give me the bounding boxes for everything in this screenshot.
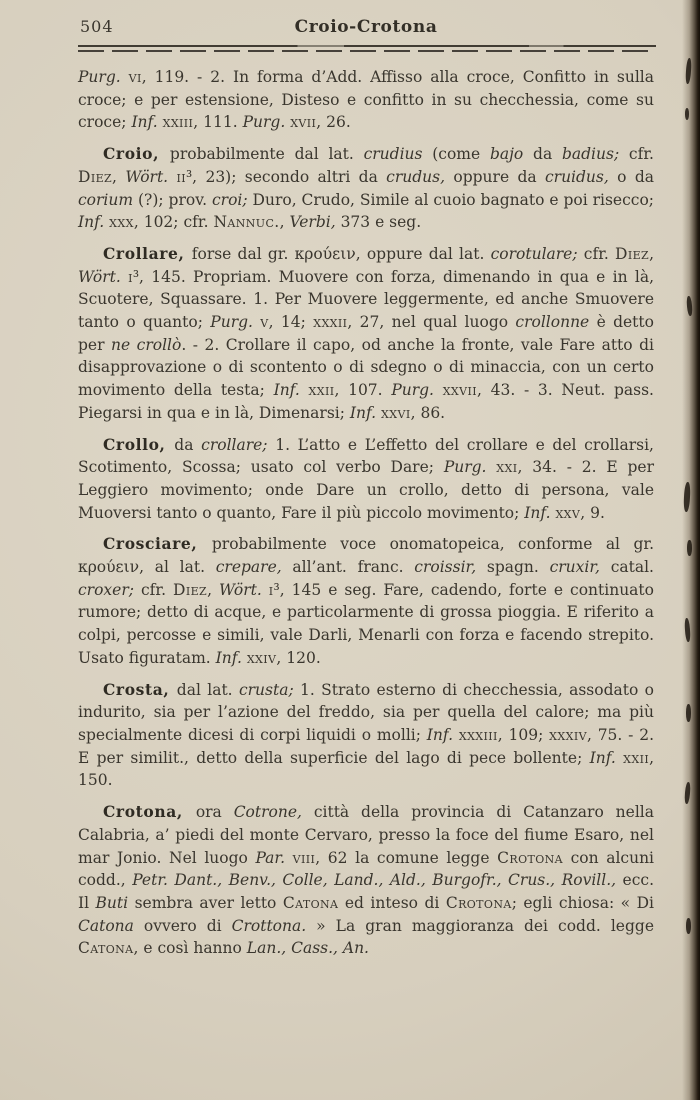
- entry-crosta: Crosta, dal lat. crusta; 1. Strato esterno di checchessia, assodato o indurito, sia per l’azione del freddo, sia per quella del calore; ma più specialmente dicesi di corpi liquidi o molli; Inf. xxxiii, 109; xxxiv, 75. - 2. E per similit., detto della superficie del lago di pece bollente; Inf. xxii, 150.: [78, 679, 655, 790]
- edge-mark: [685, 108, 689, 120]
- entry-crotona: Crotona, ora Cotrone, città della provincia di Catanzaro nella Calabria, a’ piedi del monte Cervaro, presso la foce del fiume Esaro, nel mar Jonio. Nel luogo Par. viii, 62 la comune legge Crotona con alcuni codd., Petr. Dant., Benv., Colle, Land., Ald., Burgofr., Crus., Rovill., ecc. Il Buti sembra aver letto Catona ed inteso di Crotona; egli chiosa: « Di Catona ovvero di Crottona. » La gran maggioranza dei codd. legge Catona, e così hanno Lan., Cass., An.: [78, 802, 655, 958]
- running-head: Croio-Crotona: [294, 17, 438, 37]
- entry-croio: Croio, probabilmente dal lat. crudius (come bajo da badius; cfr. Diez, Wört. ii³, 23); secondo altri da crudus, oppure da cruidus, o da corium (?); prov. croi; Duro, Crudo, Simile al cuoio bagnato e poi risecco; Inf. xxx, 102; cfr. Nannuc., Verbi, 373 e seg.: [78, 144, 654, 232]
- edge-mark: [686, 918, 691, 934]
- entry-crosciare: Crosciare, probabilmente voce onomatopeica, conforme al gr. κρούειν, al lat. crepare, all’ant. franc. croissir, spagn. cruxir, catal. croxer; cfr. Diez, Wört. i³, 145 e seg. Fare, cadendo, forte e continuato rumore; detto di acque, e particolarmente di grossa pioggia. E riferito a colpi, percosse e simili, vale Darli, Menarli con forza e facendo strepito. Usato figuratam. Inf. xxiv, 120.: [78, 534, 654, 667]
- edge-mark: [684, 618, 691, 642]
- edge-mark: [685, 58, 692, 84]
- entry-crollo: Crollo, da crollare; 1. L’atto e L’effetto del crollare e del crollarsi, Scotimento, Scossa; usato col verbo Dare; Purg. xxi, 34. - 2. E per Leggiero movimento; onde Dare un crollo, detto di persona, vale Muoversi tanto o quanto, Fare il più piccolo movimento; Inf. xxv, 9.: [78, 434, 654, 522]
- edge-mark: [687, 540, 692, 556]
- edge-mark: [686, 296, 693, 316]
- edge-mark: [684, 782, 691, 804]
- page-edge-shadow: [682, 0, 700, 1100]
- header-rule-bottom: [78, 50, 656, 52]
- edge-mark: [686, 704, 691, 722]
- page-number: 504: [80, 17, 114, 36]
- entry-crollare: Crollare, forse dal gr. κρούειν, oppure dal lat. corotulare; cfr. Diez, Wört. i³, 145. Propriam. Muovere con forza, dimenando in qua e in là, Scuotere, Squassare. 1. Per Muovere leggermente, ed anche Smuovere tanto o quanto; Purg. v, 14; xxxii, 27, nel qual luogo crollonne è detto per ne crollò. - 2. Crollare il capo, od anche la fronte, vale Fare atto di disapprovazione o di scontento o di sdegno o di minaccia, con un certo movimento della testa; Inf. xxii, 107. Purg. xxvii, 43. - 3. Neut. pass. Piegarsi in qua e in là, Dimenarsi; Inf. xxvi, 86.: [78, 243, 654, 422]
- header-rule-top: [78, 45, 656, 47]
- edge-mark: [683, 482, 691, 512]
- page-header: [78, 17, 654, 41]
- continuation-paragraph: Purg. vi, 119. - 2. In forma d’Add. Affisso alla croce, Confitto in sulla croce; e per estensione, Disteso e confitto in su checchessia, come su croce; Inf. xxiii, 111. Purg. xvii, 26.: [78, 68, 654, 132]
- text-block: [78, 66, 654, 960]
